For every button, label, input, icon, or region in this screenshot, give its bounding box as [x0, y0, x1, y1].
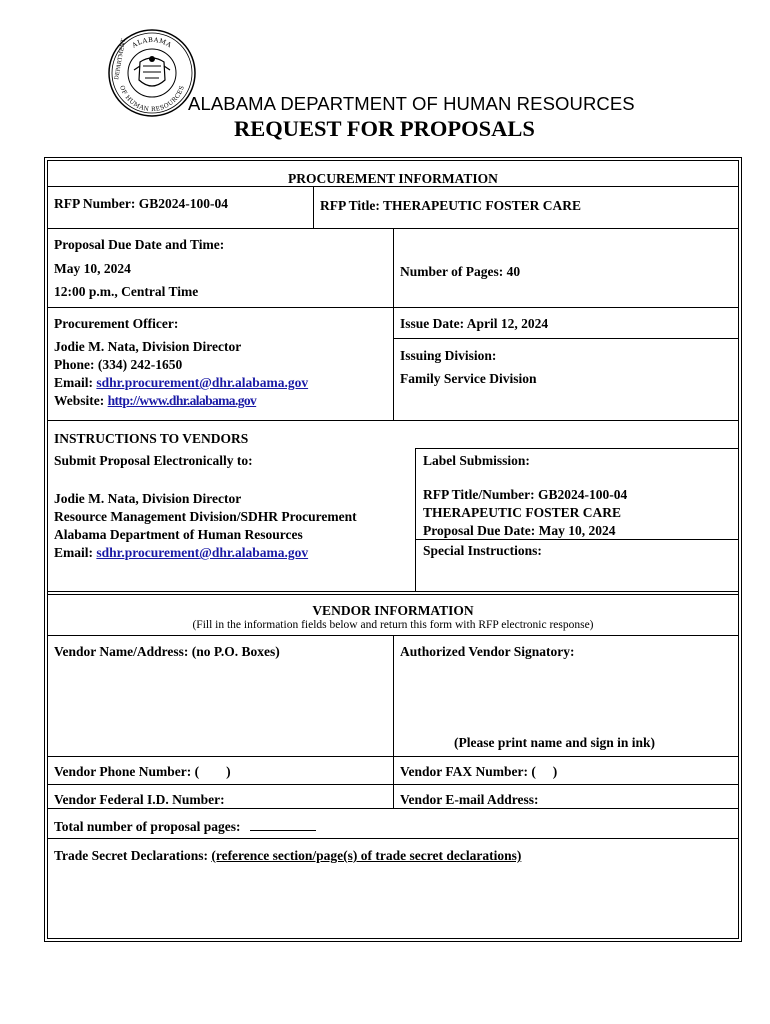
- trade-secret-reference: (reference section/page(s) of trade secret declarations): [211, 848, 522, 863]
- officer-email-label: Email:: [54, 375, 93, 390]
- divider: [393, 228, 394, 420]
- vendor-phone[interactable]: Vendor Phone Number: ( ): [54, 764, 231, 779]
- divider: [393, 635, 394, 808]
- due-date: May 10, 2024: [54, 261, 131, 276]
- rfp-title: RFP Title: THERAPEUTIC FOSTER CARE: [320, 198, 582, 213]
- special-instructions: Special Instructions:: [423, 543, 542, 558]
- label-submission: Label Submission:: [423, 453, 530, 468]
- agency-name: ALABAMA DEPARTMENT OF HUMAN RESOURCES: [188, 93, 635, 114]
- due-time: 12:00 p.m., Central Time: [54, 284, 199, 299]
- vendor-federal-id[interactable]: Vendor Federal I.D. Number:: [54, 792, 225, 807]
- seal-top-text: ALABAMA: [130, 35, 174, 50]
- procurement-heading: PROCUREMENT INFORMATION: [288, 171, 498, 186]
- divider: [393, 338, 739, 339]
- print-sign-note: (Please print name and sign in ink): [454, 735, 656, 750]
- vendor-heading: VENDOR INFORMATION: [312, 603, 474, 618]
- contact-name: Jodie M. Nata, Division Director: [54, 491, 242, 506]
- divider: [415, 448, 416, 591]
- procurement-officer-label: Procurement Officer:: [54, 316, 179, 331]
- seal-bottom-text: OF HUMAN RESOURCES: [118, 84, 186, 114]
- vendor-fax[interactable]: Vendor FAX Number: ( ): [400, 764, 558, 779]
- trade-secret-label: Trade Secret Declarations:: [54, 848, 208, 863]
- page-title: REQUEST FOR PROPOSALS: [234, 116, 535, 141]
- officer-website-label: Website:: [54, 393, 105, 408]
- divider: [47, 420, 739, 421]
- issuing-division: Family Service Division: [400, 371, 537, 386]
- divider: [415, 448, 739, 449]
- divider: [47, 591, 739, 592]
- officer-website-link[interactable]: http://www.dhr.alabama.gov: [107, 393, 257, 408]
- total-pages-label: Total number of proposal pages:: [54, 819, 241, 834]
- officer-phone: Phone: (334) 242-1650: [54, 357, 183, 372]
- issue-date: Issue Date: April 12, 2024: [400, 316, 549, 331]
- vendor-name-address[interactable]: Vendor Name/Address: (no P.O. Boxes): [54, 644, 280, 659]
- rfp-number: RFP Number: GB2024-100-04: [54, 196, 228, 211]
- officer-email-link[interactable]: sdhr.procurement@dhr.alabama.gov: [96, 375, 309, 390]
- submit-label: Submit Proposal Electronically to:: [54, 453, 253, 468]
- authorized-signatory[interactable]: Authorized Vendor Signatory:: [400, 644, 575, 659]
- divider: [47, 594, 739, 595]
- vendor-email[interactable]: Vendor E-mail Address:: [400, 792, 539, 807]
- svg-text:ALABAMA: [130, 36, 173, 50]
- trade-secret-row[interactable]: [54, 847, 521, 864]
- contact-dept: Alabama Department of Human Resources: [54, 527, 303, 542]
- total-pages-blank[interactable]: [250, 817, 316, 831]
- contact-email-link[interactable]: sdhr.procurement@dhr.alabama.gov: [96, 545, 309, 560]
- number-of-pages: Number of Pages: 40: [400, 264, 521, 279]
- seal-left-text: DEPARTMENT: [114, 38, 128, 81]
- label-rfp-number: RFP Title/Number: GB2024-100-04: [423, 487, 628, 502]
- contact-division: Resource Management Division/SDHR Procurement: [54, 509, 357, 524]
- divider: [313, 186, 314, 228]
- total-pages-row: [54, 817, 316, 835]
- divider: [415, 539, 739, 540]
- divider: [47, 808, 739, 809]
- divider: [47, 838, 739, 839]
- label-rfp-title: THERAPEUTIC FOSTER CARE: [423, 505, 622, 520]
- seal-icon: [107, 28, 197, 118]
- instructions-heading: INSTRUCTIONS TO VENDORS: [54, 431, 249, 446]
- label-due-date: Proposal Due Date: May 10, 2024: [423, 523, 616, 538]
- officer-name: Jodie M. Nata, Division Director: [54, 339, 242, 354]
- officer-email-row: [54, 374, 308, 391]
- contact-email-label: Email:: [54, 545, 93, 560]
- state-seal: [107, 28, 197, 118]
- vendor-subheading: (Fill in the information fields below and return this form with RFP electronic response): [192, 619, 594, 631]
- due-date-label: Proposal Due Date and Time:: [54, 237, 225, 252]
- officer-website-row: [54, 392, 256, 409]
- contact-email-row: [54, 544, 308, 561]
- issuing-division-label: Issuing Division:: [400, 348, 497, 363]
